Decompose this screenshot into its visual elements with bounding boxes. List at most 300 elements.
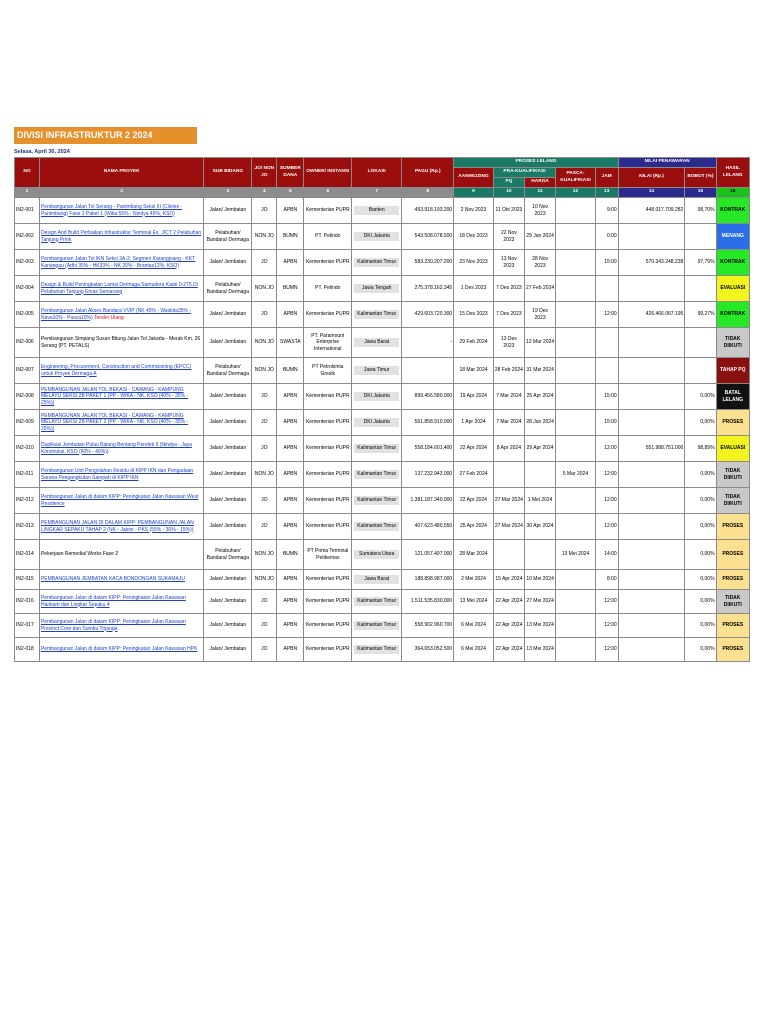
pasca-date bbox=[556, 410, 596, 436]
jam-time: 12:00 bbox=[595, 638, 618, 662]
group-proses-lelang: PROSES LELANG bbox=[454, 158, 618, 168]
nilai-penawaran bbox=[618, 540, 685, 570]
nilai-penawaran: 551.988.751.000 bbox=[618, 436, 685, 462]
table-row bbox=[15, 540, 750, 570]
project-code: IN2-001 bbox=[15, 198, 40, 224]
jam-time: 12:00 bbox=[595, 436, 618, 462]
project-name-link[interactable]: PEMBANGUNAN JEMBATAN KACA BONDONGAN SUKAMAJU bbox=[40, 576, 185, 583]
sub-bidang: Jalan/ Jembatan bbox=[204, 328, 252, 358]
column-number: 4 bbox=[252, 188, 277, 198]
pagu-value: 1.381.187.340.000 bbox=[402, 488, 454, 514]
project-code: IN2-017 bbox=[15, 614, 40, 638]
project-name-link[interactable]: Pembangunan Jalan Tol Serang - Panimbang Seksi III (Cileles - Panimbang) Fase 2 Paket 1 (Wika 55% - Nindya 45%, KSO) bbox=[40, 204, 183, 217]
pagu-value: 558.902.960.700 bbox=[402, 614, 454, 638]
owner-instansi: Kementerian PUPR bbox=[304, 570, 352, 590]
sub-bidang: Jalan/ Jembatan bbox=[204, 570, 252, 590]
pagu-value: 364.653.052.500 bbox=[402, 638, 454, 662]
table-row bbox=[15, 514, 750, 540]
harga-date: 28 Jun 2024 bbox=[524, 410, 555, 436]
nilai-penawaran bbox=[618, 614, 685, 638]
owner-instansi: Kementerian PUPR bbox=[304, 250, 352, 276]
lokasi: DKI Jakarta bbox=[354, 392, 399, 400]
pasca-date bbox=[556, 276, 596, 302]
report-date: Selasa, April 30, 2024 bbox=[14, 149, 70, 155]
owner-instansi: PT. Paramount Enterprise International bbox=[304, 328, 352, 358]
lokasi-cell bbox=[352, 410, 402, 436]
jam-time bbox=[595, 358, 618, 384]
sub-bidang: Pelabuhan/ Bandara/ Dermaga bbox=[204, 276, 252, 302]
jo-status: NON JO bbox=[252, 570, 277, 590]
table-row bbox=[15, 462, 750, 488]
sub-bidang: Pelabuhan/ Bandara/ Dermaga bbox=[204, 540, 252, 570]
nilai-penawaran bbox=[618, 358, 685, 384]
harga-date: 10 Mei 2024 bbox=[524, 570, 555, 590]
project-code: IN2-003 bbox=[15, 250, 40, 276]
owner-instansi: PT. Pelindo bbox=[304, 224, 352, 250]
lokasi: Jawa Tengah bbox=[354, 284, 399, 292]
pagu-value: 137.232.943.000 bbox=[402, 462, 454, 488]
nilai-penawaran bbox=[618, 276, 685, 302]
pagu-value: 407.623.480.550 bbox=[402, 514, 454, 540]
project-name-cell bbox=[39, 302, 203, 328]
sumber-dana: APBN bbox=[277, 514, 304, 540]
project-code: IN2-005 bbox=[15, 302, 40, 328]
col-jam: JAM bbox=[595, 168, 618, 188]
sub-bidang: Jalan/ Jembatan bbox=[204, 590, 252, 614]
col-hasil-lelang: HASIL LELANG bbox=[716, 158, 749, 188]
pagu-value: - bbox=[402, 328, 454, 358]
bobot-percent bbox=[685, 358, 716, 384]
pq-date: 22 Nov 2023 bbox=[493, 224, 524, 250]
tender-report bbox=[14, 127, 754, 662]
hasil-lelang-badge: EVALUASI bbox=[716, 436, 749, 462]
table-row bbox=[15, 570, 750, 590]
lokasi-cell bbox=[352, 358, 402, 384]
bobot-percent: 0,00% bbox=[685, 488, 716, 514]
harga-date: 10 Nov 2023 bbox=[524, 198, 555, 224]
pq-date: 7 Mar 2024 bbox=[493, 384, 524, 410]
jo-status: JO bbox=[252, 302, 277, 328]
column-number: 1 bbox=[15, 188, 40, 198]
column-number: 8 bbox=[402, 188, 454, 198]
col-pasca: PASCA-KUALIFIKASI bbox=[556, 168, 596, 188]
pasca-date bbox=[556, 590, 596, 614]
pasca-date bbox=[556, 384, 596, 410]
bobot-percent bbox=[685, 328, 716, 358]
sumber-dana: APBN bbox=[277, 436, 304, 462]
col-pq: PQ bbox=[493, 178, 524, 188]
sumber-dana: SWASTA bbox=[277, 328, 304, 358]
harga-date: 13 Mei 2024 bbox=[524, 638, 555, 662]
aanwijzing-date: 6 Mei 2024 bbox=[454, 614, 494, 638]
jo-status: JO bbox=[252, 614, 277, 638]
project-name-cell bbox=[39, 328, 203, 358]
aanwijzing-date: 6 Mei 2024 bbox=[454, 638, 494, 662]
sumber-dana: APBN bbox=[277, 410, 304, 436]
lokasi-cell bbox=[352, 488, 402, 514]
aanwijzing-date: 22 Apr 2024 bbox=[454, 488, 494, 514]
owner-instansi: Kementerian PUPR bbox=[304, 488, 352, 514]
hasil-lelang-badge: KONTRAK bbox=[716, 302, 749, 328]
lokasi-cell bbox=[352, 570, 402, 590]
col-aanwijzing: AANWIJZING bbox=[454, 168, 494, 188]
sub-bidang: Jalan/ Jembatan bbox=[204, 384, 252, 410]
lokasi-cell bbox=[352, 514, 402, 540]
pagu-value: 899.456.580.000 bbox=[402, 384, 454, 410]
lokasi: DKI Jakarta bbox=[354, 232, 399, 240]
harga-date bbox=[524, 462, 555, 488]
project-code: IN2-010 bbox=[15, 436, 40, 462]
pq-date bbox=[493, 540, 524, 570]
sub-bidang: Jalan/ Jembatan bbox=[204, 250, 252, 276]
nilai-penawaran bbox=[618, 384, 685, 410]
aanwijzing-date: 2 Nov 2023 bbox=[454, 198, 494, 224]
hasil-lelang-badge: TIDAK DIIKUTI bbox=[716, 462, 749, 488]
table-row bbox=[15, 328, 750, 358]
jo-status: NON JO bbox=[252, 276, 277, 302]
pasca-date bbox=[556, 436, 596, 462]
pq-date: 13 Des 2023 bbox=[493, 328, 524, 358]
sub-bidang: Jalan/ Jembatan bbox=[204, 638, 252, 662]
jam-time: 9:00 bbox=[595, 198, 618, 224]
hasil-lelang-badge: PROSES bbox=[716, 410, 749, 436]
project-name-link[interactable]: Engineering, Procurement, Construction and Commisioning (EPCC) untuk Proyek Dermaga A bbox=[40, 364, 192, 377]
jo-status: JO bbox=[252, 488, 277, 514]
bobot-percent bbox=[685, 224, 716, 250]
harga-date: 28 Nov 2023 bbox=[524, 250, 555, 276]
project-name-link[interactable]: Pembangunan Jalan di dalam KIPP: Peningkatan Jalan Kawasan Precinct Core dan Sumbu Trijaraja bbox=[40, 619, 186, 632]
project-name-cell bbox=[39, 638, 203, 662]
pasca-date bbox=[556, 224, 596, 250]
sumber-dana: BUMN bbox=[277, 224, 304, 250]
col-nama-proyek: NAMA PROYEK bbox=[39, 158, 203, 188]
jo-status: NON JO bbox=[252, 328, 277, 358]
jam-time: 12:00 bbox=[595, 614, 618, 638]
lokasi-cell bbox=[352, 590, 402, 614]
lokasi-cell bbox=[352, 224, 402, 250]
col-jo: JO/ NON JO bbox=[252, 158, 277, 188]
sub-bidang: Jalan/ Jembatan bbox=[204, 462, 252, 488]
owner-instansi: Kementerian PUPR bbox=[304, 462, 352, 488]
retender-note: Tender Ulang bbox=[93, 314, 124, 321]
pagu-value: 188.898.987.000 bbox=[402, 570, 454, 590]
table-row bbox=[15, 198, 750, 224]
project-name-cell bbox=[39, 384, 203, 410]
bobot-percent: 0,00% bbox=[685, 540, 716, 570]
project-name-link[interactable]: Design And Build Perbaikan Infrastruktur Terminal Ex. JICT 2 Pelabuhan Tanjung Priok bbox=[40, 230, 202, 243]
bobot-percent: 0,00% bbox=[685, 462, 716, 488]
column-number: 6 bbox=[304, 188, 352, 198]
tender-table bbox=[14, 157, 750, 662]
project-name-link[interactable]: PEMBANGUNAN JALAN TOL BEKASI - CAWANG - KAMPUNG MELAYU SEKSI 2B PAKET 2 (PP - WIKA - NK, KSO (40% - 35% - 25%)) bbox=[40, 413, 189, 432]
owner-instansi: Kementerian PUPR bbox=[304, 302, 352, 328]
sumber-dana: APBN bbox=[277, 198, 304, 224]
col-bobot: BOBOT (%) bbox=[685, 168, 716, 188]
nilai-penawaran bbox=[618, 514, 685, 540]
jam-time bbox=[595, 328, 618, 358]
col-no: NO bbox=[15, 158, 40, 188]
lokasi: Kalimantan Timur bbox=[354, 645, 399, 653]
sumber-dana: BUMN bbox=[277, 276, 304, 302]
lokasi: Kalimantan Timur bbox=[354, 310, 399, 318]
hasil-lelang-badge: PROSES bbox=[716, 570, 749, 590]
aanwijzing-date: 19 Apr 2024 bbox=[454, 384, 494, 410]
pq-date: 15 Apr 2024 bbox=[493, 570, 524, 590]
table-row bbox=[15, 488, 750, 514]
sumber-dana: APBN bbox=[277, 590, 304, 614]
bobot-percent: 98,89% bbox=[685, 436, 716, 462]
lokasi-cell bbox=[352, 462, 402, 488]
pq-date bbox=[493, 462, 524, 488]
sumber-dana: APBN bbox=[277, 250, 304, 276]
project-name-link[interactable]: Pembangunan Jalan Tol IKN Seksi 3A-2: Segmen Karangjoang - KKT Kariangau (Adhi 35% - HK33% - NK 20% - Brantas12%, KSO) bbox=[40, 256, 196, 269]
owner-instansi: PT. Pelindo bbox=[304, 276, 352, 302]
sub-bidang: Jalan/ Jembatan bbox=[204, 436, 252, 462]
group-nilai-penawaran: NILAI PENAWARAN bbox=[618, 158, 716, 168]
jam-time: 0:00 bbox=[595, 224, 618, 250]
project-name-link[interactable]: PEMBANGUNAN JALAN TOL BEKASI - CAWANG - KAMPUNG MELAYU SEKSI 2B PAKET 1 (PP - WIKA - NK, KSO (40% - 35% - 25%)) bbox=[40, 387, 189, 406]
pagu-value: 121.057.497.000 bbox=[402, 540, 454, 570]
col-sumber-dana: SUMBER DANA bbox=[277, 158, 304, 188]
project-name-cell bbox=[39, 436, 203, 462]
col-harga: HARGA bbox=[524, 178, 555, 188]
project-code: IN2-009 bbox=[15, 410, 40, 436]
bobot-percent: 97,79% bbox=[685, 250, 716, 276]
lokasi: Kalimantan Timur bbox=[354, 496, 399, 504]
aanwijzing-date: 1 Des 2023 bbox=[454, 276, 494, 302]
hasil-lelang-badge: TIDAK DIIKUTI bbox=[716, 590, 749, 614]
project-code: IN2-011 bbox=[15, 462, 40, 488]
sumber-dana: APBN bbox=[277, 638, 304, 662]
project-name-cell bbox=[39, 570, 203, 590]
column-number: 12 bbox=[556, 188, 596, 198]
project-code: IN2-006 bbox=[15, 328, 40, 358]
pasca-date bbox=[556, 638, 596, 662]
project-name-link[interactable]: Duplikasi Jembatan Pulau Balang Bentang Pendek II (Nindya - Jaya Konstruksi, KSO (60% - 40%)) bbox=[40, 442, 192, 455]
project-name-cell bbox=[39, 590, 203, 614]
group-prakualifikasi: PRA-KUALIFIKASI bbox=[493, 168, 555, 178]
nilai-penawaran: 426.466.067.195 bbox=[618, 302, 685, 328]
column-number: 2 bbox=[39, 188, 203, 198]
col-sub-bidang: SUB BIDANG bbox=[204, 158, 252, 188]
pasca-date bbox=[556, 514, 596, 540]
pagu-value: 275.378.162.345 bbox=[402, 276, 454, 302]
bobot-percent: 0,00% bbox=[685, 638, 716, 662]
column-number: 10 bbox=[493, 188, 524, 198]
column-number: 7 bbox=[352, 188, 402, 198]
aanwijzing-date: 15 Des 2023 bbox=[454, 302, 494, 328]
pagu-value: 453.918.193.200 bbox=[402, 198, 454, 224]
jam-time: 15:00 bbox=[595, 410, 618, 436]
project-name-link[interactable]: PEMBANGUNAN JALAN DI DALAM KIPP: PEMBANGUNAN JALAN LINGKAR SEPAKU TAHAP 2 (NK - Jakon - PKS (55% - 30% - 15%)) bbox=[40, 520, 194, 533]
jam-time: 12:00 bbox=[595, 514, 618, 540]
table-row bbox=[15, 614, 750, 638]
column-number: 5 bbox=[277, 188, 304, 198]
report-title: DIVISI INFRASTRUKTUR 2 2024 bbox=[14, 127, 197, 144]
sub-bidang: Pelabuhan/ Bandara/ Dermaga bbox=[204, 224, 252, 250]
hasil-lelang-badge: MENANG bbox=[716, 224, 749, 250]
project-code: IN2-018 bbox=[15, 638, 40, 662]
pagu-value: 583.230.207.200 bbox=[402, 250, 454, 276]
harga-date bbox=[524, 540, 555, 570]
sub-bidang: Jalan/ Jembatan bbox=[204, 514, 252, 540]
pasca-date bbox=[556, 328, 596, 358]
lokasi: DKI Jakarta bbox=[354, 418, 399, 426]
harga-date: 13 Mei 2024 bbox=[524, 614, 555, 638]
bobot-percent: 0,00% bbox=[685, 590, 716, 614]
pasca-date bbox=[556, 250, 596, 276]
table-row bbox=[15, 276, 750, 302]
bobot-percent: 0,00% bbox=[685, 384, 716, 410]
table-row bbox=[15, 638, 750, 662]
table-row bbox=[15, 358, 750, 384]
project-code: IN2-008 bbox=[15, 384, 40, 410]
harga-date: 27 Feb 2024 bbox=[524, 276, 555, 302]
hasil-lelang-badge: KONTRAK bbox=[716, 250, 749, 276]
bobot-percent: 98,70% bbox=[685, 198, 716, 224]
project-name-cell bbox=[39, 410, 203, 436]
sumber-dana: APBN bbox=[277, 614, 304, 638]
pq-date: 8 Apr 2024 bbox=[493, 436, 524, 462]
jo-status: JO bbox=[252, 384, 277, 410]
column-number: 15 bbox=[685, 188, 716, 198]
owner-instansi: Kementerian PUPR bbox=[304, 514, 352, 540]
lokasi: Jawa Barat bbox=[354, 575, 399, 583]
pq-date: 27 Mar 2024 bbox=[493, 514, 524, 540]
aanwijzing-date: 22 Apr 2024 bbox=[454, 436, 494, 462]
lokasi-cell bbox=[352, 302, 402, 328]
column-number: 3 bbox=[204, 188, 252, 198]
project-name-cell bbox=[39, 198, 203, 224]
project-name-link[interactable]: Pembangunan Jalan Akses Bandara VVIP (NK 45% - Waskita35% - Nava10% - Pasca10%) bbox=[40, 308, 192, 321]
project-name-link[interactable]: Pembangunan Jalan di dalam KIPP: Peningkatan Jalan Kawasan Hankam dan Lingkar Sepaku 4 bbox=[40, 595, 186, 608]
jam-time: 14:00 bbox=[595, 540, 618, 570]
nilai-penawaran: 570.343.248.238 bbox=[618, 250, 685, 276]
jo-status: NON JO bbox=[252, 462, 277, 488]
aanwijzing-date: 1 Apr 2024 bbox=[454, 410, 494, 436]
sub-bidang: Jalan/ Jembatan bbox=[204, 302, 252, 328]
pasca-date bbox=[556, 198, 596, 224]
sub-bidang: Pelabuhan/ Bandara/ Dermaga bbox=[204, 358, 252, 384]
pq-date: 22 Apr 2024 bbox=[493, 614, 524, 638]
lokasi-cell bbox=[352, 328, 402, 358]
bobot-percent: 0,00% bbox=[685, 514, 716, 540]
table-row bbox=[15, 590, 750, 614]
table-row bbox=[15, 410, 750, 436]
project-code: IN2-013 bbox=[15, 514, 40, 540]
sub-bidang: Jalan/ Jembatan bbox=[204, 410, 252, 436]
sumber-dana: APBN bbox=[277, 462, 304, 488]
col-nilai: NILAI (Rp.) bbox=[618, 168, 685, 188]
pagu-value: 543.508.078.500 bbox=[402, 224, 454, 250]
lokasi: Jawa Timur bbox=[354, 366, 399, 374]
nilai-penawaran bbox=[618, 570, 685, 590]
pq-date: 22 Apr 2024 bbox=[493, 638, 524, 662]
aanwijzing-date: 23 Nov 2023 bbox=[454, 250, 494, 276]
jo-status: JO bbox=[252, 590, 277, 614]
column-number: 16 bbox=[716, 188, 749, 198]
jam-time: 12:00 bbox=[595, 590, 618, 614]
lokasi-cell bbox=[352, 540, 402, 570]
lokasi-cell bbox=[352, 614, 402, 638]
bobot-percent bbox=[685, 276, 716, 302]
nilai-penawaran bbox=[618, 328, 685, 358]
hasil-lelang-badge: TAHAP PQ bbox=[716, 358, 749, 384]
project-name-cell bbox=[39, 540, 203, 570]
hasil-lelang-badge: TIDAK DIIKUTI bbox=[716, 488, 749, 514]
pasca-date bbox=[556, 302, 596, 328]
jo-status: JO bbox=[252, 250, 277, 276]
project-code: IN2-012 bbox=[15, 488, 40, 514]
lokasi: Kalimantan Timur bbox=[354, 621, 399, 629]
project-name-cell bbox=[39, 614, 203, 638]
col-pagu: PAGU (Rp.) bbox=[402, 158, 454, 188]
nilai-penawaran bbox=[618, 410, 685, 436]
column-number: 14 bbox=[618, 188, 685, 198]
owner-instansi: Kementerian PUPR bbox=[304, 198, 352, 224]
owner-instansi: Kementerian PUPR bbox=[304, 614, 352, 638]
hasil-lelang-badge: PROSES bbox=[716, 540, 749, 570]
hasil-lelang-badge: PROSES bbox=[716, 614, 749, 638]
sumber-dana: APBN bbox=[277, 488, 304, 514]
owner-instansi: Kementerian PUPR bbox=[304, 384, 352, 410]
col-lokasi: LOKASI bbox=[352, 158, 402, 188]
nilai-penawaran bbox=[618, 462, 685, 488]
jam-time: 12:00 bbox=[595, 488, 618, 514]
pagu-value: 558.184.601.400 bbox=[402, 436, 454, 462]
project-name-link[interactable]: Pembangunan Unit Pengolahan Residu di KIPP IKN dan Pengadaan Sarana Pengangkutan Sampah di KIPP IKN bbox=[40, 468, 194, 481]
project-name-cell bbox=[39, 276, 203, 302]
owner-instansi: PT Prima Terminal Petikemas bbox=[304, 540, 352, 570]
lokasi: Kalimantan Timur bbox=[354, 444, 399, 452]
lokasi-cell bbox=[352, 384, 402, 410]
project-name-cell bbox=[39, 224, 203, 250]
nilai-penawaran: 448.017.709.282 bbox=[618, 198, 685, 224]
hasil-lelang-badge: EVALUASI bbox=[716, 276, 749, 302]
owner-instansi: Kementerian PUPR bbox=[304, 410, 352, 436]
jo-status: JO bbox=[252, 514, 277, 540]
project-name-link[interactable]: Pembangunan Jalan di dalam KIPP: Peningkatan Jalan Kawasan West Residence bbox=[40, 494, 199, 507]
aanwijzing-date: 18 Des 2023 bbox=[454, 224, 494, 250]
lokasi: Sumatera Utara bbox=[354, 550, 399, 558]
project-name-cell bbox=[39, 488, 203, 514]
jo-status: NON JO bbox=[252, 224, 277, 250]
aanwijzing-date: 28 Mar 2024 bbox=[454, 540, 494, 570]
project-name-cell bbox=[39, 358, 203, 384]
project-name-cell bbox=[39, 250, 203, 276]
table-row bbox=[15, 384, 750, 410]
lokasi: Kalimantan Timur bbox=[354, 597, 399, 605]
aanwijzing-date: 2 Mei 2024 bbox=[454, 570, 494, 590]
lokasi: Jawa Barat bbox=[354, 338, 399, 346]
lokasi: Banten bbox=[354, 206, 399, 214]
nilai-penawaran bbox=[618, 638, 685, 662]
jam-time bbox=[595, 276, 618, 302]
pq-date: 28 Feb 2024 bbox=[493, 358, 524, 384]
project-name-cell bbox=[39, 462, 203, 488]
sumber-dana: APBN bbox=[277, 302, 304, 328]
table-row bbox=[15, 302, 750, 328]
column-number: 13 bbox=[595, 188, 618, 198]
project-name-link[interactable]: Pembangunan Jalan di dalam KIPP: Peningkatan Jalan Kawasan HPK bbox=[40, 646, 198, 653]
hasil-lelang-badge: KONTRAK bbox=[716, 198, 749, 224]
project-name-link[interactable]: Design & Build Peningkatan Lantai Dermaga Samudera Kade 0-275 Di Pelabuhan Tanjung Emas Semarang bbox=[40, 282, 198, 295]
hasil-lelang-badge: PROSES bbox=[716, 638, 749, 662]
sumber-dana: BUMN bbox=[277, 358, 304, 384]
lokasi: Kalimantan Timur bbox=[354, 522, 399, 530]
pagu-value: 561.858.910.000 bbox=[402, 410, 454, 436]
pq-date: 11 Okt 2023 bbox=[493, 198, 524, 224]
